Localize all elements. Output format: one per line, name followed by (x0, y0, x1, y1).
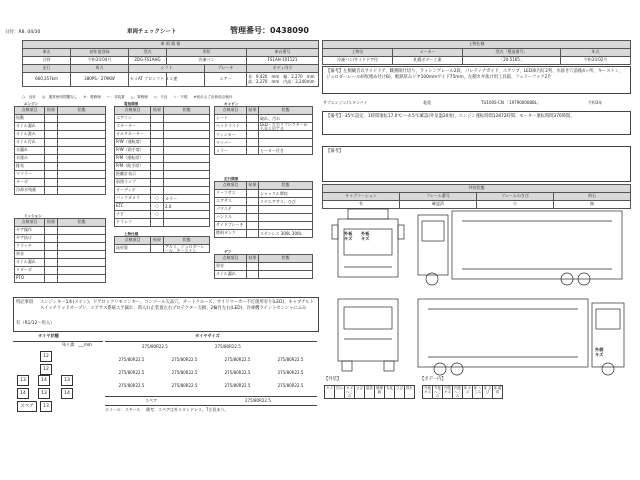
table-row: 水滲み (15, 155, 106, 163)
tire-rear1-ol: 13 (17, 375, 29, 386)
diff-title: デフ (224, 250, 232, 254)
mileage: 660,357km (23, 73, 71, 87)
check-result (45, 187, 58, 195)
check-result (45, 179, 58, 187)
fridge-year: 令和3年 (587, 99, 603, 105)
upper-body-name: 冷凍バン/サイドドア付 (323, 57, 393, 65)
body-mark: 床 腐食 (492, 385, 503, 399)
check-result (151, 245, 164, 253)
tire-rear1-il: 14 (38, 375, 50, 386)
check-result (151, 179, 164, 187)
check-result (45, 163, 58, 171)
electrical-title: 電装関係 (124, 102, 139, 106)
table-row: オイル漏れ (15, 259, 106, 267)
body-mark: 外板 キズ (422, 385, 433, 399)
check-state (164, 219, 210, 227)
mgmt-number: 0438090 (270, 26, 309, 35)
check-result: ○ (151, 195, 164, 203)
check-result (151, 171, 164, 179)
remarks-label: 特記事項 (16, 300, 34, 305)
electrical-section: 電装関係 点検項目 結果 状態 エアコン スターター オルタネーター P/W（運転席） P/W（助手席） P/M（運転席） P/M（助手席） 距離計表示 前照ランプ オーディオ バックカメラ ○ カラー ETC ○ 2.0 ナビ ○ ドラレコ (114, 102, 210, 227)
check-state (164, 171, 210, 179)
brake-type: エアー (205, 73, 247, 87)
exterior-title: 外装状態 (323, 185, 631, 193)
table-row: スターター (115, 123, 210, 131)
body-mark: 床 キズ (462, 385, 473, 399)
check-state (259, 263, 313, 271)
note2-box (322, 146, 631, 182)
check-result (45, 267, 58, 275)
check-result (247, 222, 259, 230)
check-state (164, 139, 210, 147)
table-row: オーディオ (115, 187, 210, 195)
table-row: ギア抜け (15, 235, 106, 243)
exterior-mark: キズ (324, 385, 335, 399)
tire-size-row2: 275/80R22.5 275/80R22.5 275/80R22.5 275/80R22.5 (118, 370, 304, 375)
table-row: ヘッドライト LED・左右リフレクターか ら見え出てる (215, 123, 313, 131)
check-state (58, 275, 106, 283)
horsepower: 380PS／279KW (71, 73, 129, 87)
upper-model: 「20-5165」 (463, 57, 561, 65)
check-state: シャックル摩耗 (259, 190, 313, 198)
check-state (164, 187, 210, 195)
table-row: 始動 (15, 115, 106, 123)
note2-label: 【備考】 (326, 149, 344, 154)
table-row: 床材質 アルミ、ジョロダーレール、キーストン (115, 245, 210, 253)
tire-rear2-il: 13 (38, 388, 50, 399)
table-row: ETC ○ 2.0 (115, 203, 210, 211)
tire-rear1-ir: 13 (61, 375, 73, 386)
exterior-mark: 劣化 (384, 385, 395, 399)
tire-spare-num: 13 (40, 401, 52, 412)
vehicle-info-title: 車 両 情 報 (23, 41, 319, 49)
check-state (58, 171, 106, 179)
body-mark: 床 へこみ (472, 385, 483, 399)
check-state: LED・左右リフレクターか ら見え出てる (259, 123, 313, 131)
upper-maker: 札幌ボデー工業 (393, 57, 463, 65)
check-state (164, 131, 210, 139)
table-row: P/W（運転席） (115, 139, 210, 147)
check-result (247, 123, 259, 131)
check-result (151, 139, 164, 147)
check-result (45, 259, 58, 267)
check-result (247, 115, 259, 123)
equip-section: 上物仕様 点検項目 結果 状態 床材質 アルミ、ジョロダーレール、キーストン (114, 232, 210, 253)
check-result (247, 198, 259, 206)
table-row: 冷却水残量 (15, 187, 106, 195)
table-row: ハンドル (215, 214, 313, 222)
tire-size-title: タイヤサイズ (195, 333, 220, 338)
check-state (259, 131, 313, 139)
check-state (164, 163, 210, 171)
body-legend-label: 【ボデー内】 (420, 377, 446, 382)
table-row: オイル漏れ (215, 271, 313, 279)
check-state: ステンレス 300L 300L (259, 230, 313, 238)
sheet-title: 車両チェックシート (127, 29, 177, 35)
table-row: シート 破れ、汚れ (215, 115, 313, 123)
check-state (164, 179, 210, 187)
table-row: ギア操作 (15, 227, 106, 235)
body-dimensions: 長：9,420 mm 幅：2,270 mm 高：2,270 mm 内高：2,240mm (247, 73, 319, 87)
check-state (259, 139, 313, 147)
check-result (151, 219, 164, 227)
check-state (58, 163, 106, 171)
exterior-mark: 修理跡 (374, 385, 385, 399)
annotation-3: 外側 キズ (595, 347, 604, 357)
check-result (151, 131, 164, 139)
exterior-table: 外装状態 キャブコーション フレーム番号 フレームのさび 荷石 有 確認済 小 無 (322, 184, 631, 209)
vehicle-make: 日野 (23, 57, 71, 65)
check-result (45, 139, 58, 147)
table-row: P/M（運転席） (115, 155, 210, 163)
mission-section: ミッション 点検項目 結果 状態 ギア操作 ギア抜け クラッチ 異音 オイル漏れ リターダ PTO (14, 214, 106, 283)
check-state (259, 214, 313, 222)
body-shape: 冷凍バン (167, 57, 247, 65)
tire-rear2-ir: 14 (61, 388, 73, 399)
check-result (247, 263, 259, 271)
tire-spare-box: スペア (17, 401, 37, 412)
cabin-section: キャビン 点検項目 結果 状態 シート 破れ、汚れ ヘッドライト LED・左右リフレクターか ら見え出てる ウィンカー ワイパー ミラー ヒーター付き (214, 102, 313, 155)
table-row: サイドブレーキ (215, 222, 313, 230)
spare-size: 275/80R22.5 (245, 398, 271, 403)
cabin-title: キャビン (224, 102, 239, 106)
cab-caution: 有 (323, 201, 400, 209)
table-row: ナビ ○ (115, 211, 210, 219)
fridge-note: 【備考】-35℃設定、1時間運転17.0℃〜-4.5℃確認(外気温20度)、エンジン運転時間12872時間、モーター運転時間376時間。 (326, 114, 575, 119)
table-row: マフラー (15, 171, 106, 179)
table-row: ウィンカー (215, 131, 313, 139)
remarks-box (13, 297, 319, 332)
check-state (58, 115, 106, 123)
table-row: ミラー ヒーター付き (215, 147, 313, 155)
check-state: リヤエアサス、ひび (259, 198, 313, 206)
check-state: 破れ、汚れ (259, 115, 313, 123)
body-mark: 内張 キズ (442, 385, 453, 399)
table-row: オイル汚れ (15, 139, 106, 147)
check-state (58, 267, 106, 275)
check-result (247, 230, 259, 238)
annotation-2: 外板 キズ (361, 231, 370, 241)
body-mark: 内張 へこみ (452, 385, 463, 399)
table-row: ワイパー (215, 139, 313, 147)
check-result: ○ (151, 211, 164, 219)
legend: ○：良好 ◎：通常使用問題なし ✕：要修理 ー：非装着 △：要修理 ◇：不良 ☆：不明 ※何れもご出荷前点検付 (22, 95, 233, 99)
check-result (45, 243, 58, 251)
table-row: P/M（助手席） (115, 163, 210, 171)
engine-title: エンジン (24, 102, 39, 106)
exterior-mark: 凹み (334, 385, 345, 399)
tire-size-row1: 275/80R22.5 275/80R22.5 275/80R22.5 275/80R22.5 (118, 357, 304, 362)
table-row: ターボ (15, 179, 106, 187)
table-row: バックカメラ ○ カラー (115, 195, 210, 203)
check-state (58, 187, 106, 195)
check-result (247, 190, 259, 198)
running-section: 走行関係 点検項目 結果 状態 リーフサス シャックル摩耗 エアサス リヤエアサス、ひび パワステ ハンドル サイドブレーキ 燃料タンク ステンレス 300L 300L (214, 177, 313, 238)
check-state (58, 227, 106, 235)
check-result (151, 147, 164, 155)
exterior-mark: さび (354, 385, 365, 399)
table-row: オルタネーター (115, 131, 210, 139)
table-row: P/W（助手席） (115, 147, 210, 155)
check-state (58, 179, 106, 187)
truck-side-view-right (418, 299, 624, 375)
check-result (151, 115, 164, 123)
check-state (58, 251, 106, 259)
check-result (151, 123, 164, 131)
check-state: アルミ、ジョロダーレール、キーストン (164, 245, 210, 253)
fridge-table (322, 97, 630, 109)
check-state (58, 155, 106, 163)
check-state (58, 131, 106, 139)
check-result (247, 271, 259, 279)
table-row: 排気 (15, 163, 106, 171)
table-row: 燃料タンク ステンレス 300L 300L (215, 230, 313, 238)
exterior-mark: キズ へこみ (344, 385, 355, 399)
check-result: ○ (151, 203, 164, 211)
table-row: ドラレコ (115, 219, 210, 227)
check-state (58, 259, 106, 267)
spare-label: スペア (145, 398, 157, 403)
check-result (45, 155, 58, 163)
check-result (151, 155, 164, 163)
mission-title: ミッション (24, 214, 42, 218)
frame-rust: 小 (477, 201, 554, 209)
table-row: 前照ランプ (115, 179, 210, 187)
check-result (45, 227, 58, 235)
fridge-name: サブエンジン/スタンバイ (323, 99, 368, 105)
table-row: クラッチ (15, 243, 106, 251)
truck-top-view (332, 209, 404, 277)
check-result (151, 163, 164, 171)
table-row: 距離計表示 (115, 171, 210, 179)
vehicle-info-table: 車 両 情 報 車名 初年度登録 型式 形状 車台番号 日野 令和3年04月 2DG-FS1AHG 冷凍バン FS1AH-101121 走行 馬力 シフト ブレーキ ボディ内寸 660,357km 380PS／279KW セミAT ブロンフト １２速 エアー 長：9,420 mm 幅：2,270 mm 高：2,270 mm 内高：2,240mm (22, 40, 319, 87)
date-label: 日付：R8. 04/30 (5, 30, 41, 35)
table-row: PTO (15, 275, 106, 283)
table-row: オイル滲み (15, 131, 106, 139)
check-state (259, 222, 313, 230)
check-result (247, 147, 259, 155)
table-row: オイル漏れ (15, 123, 106, 131)
body-mark: 床 さび (482, 385, 493, 399)
annotation-1: 外板 キズ (344, 231, 353, 241)
check-state (164, 147, 210, 155)
tire-front-right: 12 (40, 364, 52, 375)
tire-size-front-right: 275/80R22.5 (215, 344, 241, 349)
tire-size-front-left: 275/80R22.5 (142, 344, 168, 349)
shift-type: セミAT ブロンフト １２速 (129, 73, 167, 87)
check-state (58, 123, 106, 131)
upper-note: 【備考】左側観音式サイドドア、職務開仕切り、ラッシングレール2段、パレティナガイド、エアリブ、LED庫内灯2列、水抜き穴前後4ヶ所、キーストン、ジョロダーレール4列(埋め付けB)、断熱厚みリヤ100mmサイド75mm、左側カギ抜け用工具箱、フェリーフック2片 (326, 69, 624, 80)
body-mark: 外板 へこみ (432, 385, 443, 399)
check-result (45, 115, 58, 123)
wheel-label: ホイール：スチール (105, 407, 141, 412)
exterior-legend-label: 【外装】 (324, 377, 342, 382)
tire-section-title: タイヤ状態 (38, 333, 59, 338)
check-result (247, 206, 259, 214)
upper-spec-table: 上物仕様 上物名 メーカー 型式「製造番号」 年式 冷凍バン/サイドドア付 札幌ボデー工業 「20-5165」 令和3年02月 (322, 40, 631, 65)
check-state (164, 155, 210, 163)
running-title: 走行関係 (224, 177, 239, 181)
check-state (58, 235, 106, 243)
remarks-line2: 有（R1/12〜用入） (16, 321, 55, 326)
flying-stone: 無 (554, 201, 631, 209)
upper-year: 令和3年02月 (561, 57, 631, 65)
tire-rear2-ol: 14 (17, 388, 29, 399)
check-state (58, 139, 106, 147)
table-row: リターダ (15, 267, 106, 275)
frame-number: 確認済 (400, 201, 477, 209)
check-result (45, 131, 58, 139)
equip-title: 上物仕様 (124, 232, 139, 236)
check-state (164, 115, 210, 123)
engine-section: エンジン 点検項目 結果 状態 始動 オイル漏れ オイル滲み オイル汚れ 水漏れ 水滲み 排気 マフラー ターボ 冷却水残量 (14, 102, 106, 195)
check-state: カラー (164, 195, 210, 203)
check-state: ヒーター付き (259, 147, 313, 155)
fridge-model: TU100S-CN 「197900008BL」 (481, 99, 541, 105)
check-result (45, 147, 58, 155)
check-state (164, 123, 210, 131)
table-row: 水漏れ (15, 147, 106, 155)
table-row: 異音 (15, 251, 106, 259)
table-row: リーフサス シャックル摩耗 (215, 190, 313, 198)
groove-label: 残り溝：___mm (62, 342, 92, 347)
check-state: 2.0 (164, 203, 210, 211)
truck-side-view-left (418, 211, 622, 285)
table-row: エアコン (115, 115, 210, 123)
upper-note-box (322, 66, 631, 94)
remarks-text: エンジンキー1本(メイン)、ドアロックリモコンキー、コンソール欠品穴、オートクルーズ、サイドマーカー不灯箇所有り(LED)、キャブチルトスイッチリッドオープン、エアサス系統エア漏れ、荷入れ止装置左右プロテクター欠損、2輪目左右(LED)、冷凍機ライントセンシャにふみ (40, 300, 314, 312)
exterior-mark: ひび (394, 385, 405, 399)
truck-front-view (338, 299, 398, 371)
check-state (58, 147, 106, 155)
check-result (45, 171, 58, 179)
tire-front-left: 12 (40, 351, 52, 362)
check-state (58, 243, 106, 251)
check-result (247, 139, 259, 147)
check-result (45, 235, 58, 243)
tire-size-row3: 275/80R22.5 275/80R22.5 275/80R22.5 275/80R22.5 (118, 383, 304, 388)
mgmt-number-label: 管理番号：0438090 (230, 26, 309, 35)
check-result (45, 123, 58, 131)
fridge-note-box (322, 111, 631, 135)
first-registration: 令和3年04月 (71, 57, 129, 65)
check-result (247, 131, 259, 139)
table-row: エアサス リヤエアサス、ひび (215, 198, 313, 206)
exterior-mark: 擦れ (404, 385, 415, 399)
upper-spec-title: 上物仕様 (323, 41, 631, 49)
model-code: 2DG-FS1AHG (129, 57, 167, 65)
fridge-maker: 菱重 (423, 99, 431, 105)
check-result (45, 275, 58, 283)
diff-section: デフ 点検項目 結果 状態 異音 オイル漏れ (214, 250, 313, 279)
check-result (151, 187, 164, 195)
check-state (164, 211, 210, 219)
check-result (247, 214, 259, 222)
table-row: パワステ (215, 206, 313, 214)
chassis-number: FS1AH-101121 (247, 57, 319, 65)
check-state (259, 271, 313, 279)
exterior-mark: 腐食 (364, 385, 375, 399)
check-result (45, 251, 58, 259)
check-state (259, 206, 313, 214)
tire-note: 備考：スペアは外スタンドレス。7左段あり。 (146, 407, 229, 412)
table-row: 異音 (215, 263, 313, 271)
